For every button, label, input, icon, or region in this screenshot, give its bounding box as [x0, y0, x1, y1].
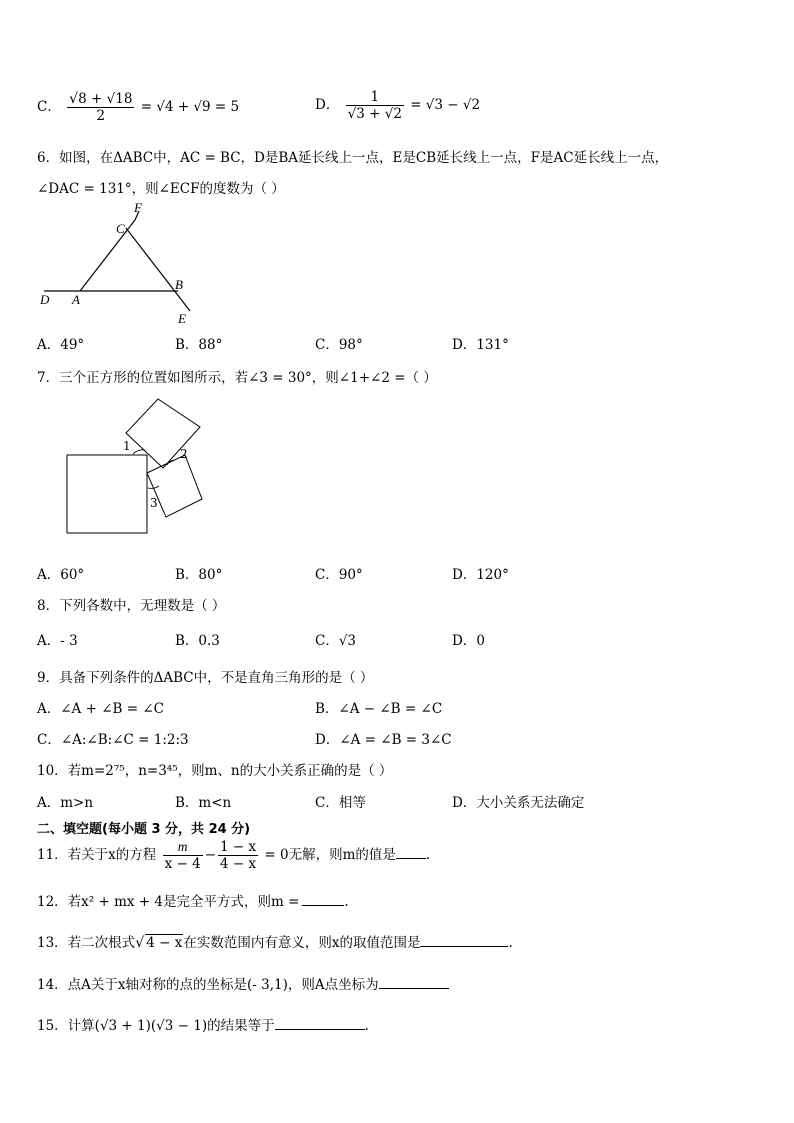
q13-post: 在实数范围内有意义，则x的取值范围是 — [183, 935, 421, 951]
q10-option-a: A．m>n — [37, 795, 94, 811]
q11-fraction-1 — [163, 839, 203, 872]
q15-pre: 15．计算(√3 + 1)(√3 − 1)的结果等于 — [37, 1018, 275, 1034]
q5-d-numerator: 1 — [346, 89, 404, 106]
q6-option-d: D．131° — [452, 337, 509, 353]
q10-option-c: C．相等 — [315, 795, 366, 811]
q11-end: . — [425, 847, 431, 863]
q8-option-d: D．0 — [452, 633, 485, 649]
q6-triangle-figure — [30, 198, 210, 328]
angle-1-label: 1 — [123, 439, 131, 453]
q9-option-d: D．∠A = ∠B = 3∠C — [315, 732, 452, 748]
q13-radicand: 4 − x — [146, 935, 183, 951]
q8-text: 8．下列各数中，无理数是（ ） — [37, 598, 226, 614]
q7-option-b: B．80° — [175, 567, 223, 583]
q15-answer-blank[interactable] — [275, 1016, 365, 1030]
q13-answer-blank[interactable] — [420, 933, 508, 947]
q7-option-c: C．90° — [315, 567, 363, 583]
q12-pre: 12．若x² + mx + 4是完全平方式，则m = — [37, 894, 300, 910]
q5-c-fraction: $\frac{√8 + √18}{2}$ — [69, 91, 133, 124]
q5-c-denominator: 2 — [96, 108, 106, 124]
q11-minus: − — [204, 847, 217, 863]
q14-answer-blank[interactable] — [379, 975, 449, 989]
label-e: E — [178, 311, 186, 326]
q12-answer-blank[interactable] — [302, 892, 344, 906]
q14-line — [37, 973, 449, 993]
q11-fraction-2 — [218, 839, 258, 872]
q6-option-c: C．98° — [315, 337, 363, 353]
q7-option-a: A．60° — [37, 567, 85, 583]
q7-option-d: D．120° — [452, 567, 509, 583]
q8-option-b: B．0.3 — [175, 633, 220, 649]
q11-f2-denominator: 4 − x — [220, 856, 257, 872]
q8-option-a: A．- 3 — [37, 633, 78, 649]
label-f: F — [134, 200, 142, 215]
q10-option-b: B．m<n — [175, 795, 232, 811]
q7-text: 7．三个正方形的位置如图所示，若∠3 = 30°，则∠1+∠2 =（ ） — [37, 370, 437, 386]
q9-option-a: A．∠A + ∠B = ∠C — [37, 701, 164, 717]
angle-2-label: 2 — [180, 447, 188, 461]
q11-post: = 0无解，则m的值是 — [264, 847, 396, 863]
q11-f1-numerator: m — [163, 839, 203, 856]
section-2-title: 二、填空题(每小题 3 分，共 24 分) — [37, 822, 251, 837]
q15-line — [37, 1014, 369, 1034]
q6-text-line1: 6．如图，在ΔABC中，AC = BC，D是BA延长线上一点，E是CB延长线上一点，F是AC延长线上一点， — [37, 150, 669, 166]
label-a: A — [72, 292, 80, 307]
q5-d-rhs: = √3 − √2 — [410, 97, 481, 113]
q5-c-rhs: = √4 + √9 = 5 — [140, 99, 240, 115]
label-d: D — [40, 292, 50, 307]
label-b: B — [175, 277, 183, 292]
q9-text: 9．具备下列条件的ΔABC中，不是直角三角形的是（ ） — [37, 670, 374, 686]
q9-option-b: B．∠A − ∠B = ∠C — [315, 701, 443, 717]
q11-f2-numerator: 1 − x — [220, 839, 257, 855]
q11-line — [37, 839, 430, 872]
q5-d-fraction — [346, 89, 404, 122]
q6-text-line2: ∠DAC = 131°，则∠ECF的度数为（ ） — [37, 181, 285, 197]
q9-option-c: C．∠A:∠B:∠C = 1:2:3 — [37, 732, 189, 748]
q6-option-a: A．49° — [37, 337, 85, 353]
option-label: C． — [37, 99, 61, 115]
q12-line — [37, 890, 349, 910]
q11-pre: 11．若关于x的方程 — [37, 847, 157, 863]
q15-end: . — [364, 1018, 369, 1034]
label-c: C — [116, 221, 125, 236]
q7-squares-figure — [60, 392, 220, 542]
q10-text: 10．若m=2⁷⁵，n=3⁴⁵，则m、n的大小关系正确的是（ ） — [37, 763, 393, 779]
option-label: D． — [315, 97, 340, 113]
q11-f1-denominator: x − 4 — [164, 856, 201, 872]
angle-3-label: 3 — [150, 496, 158, 510]
q13-pre: 13．若二次根式 — [37, 935, 136, 951]
q13-line: 13．若二次根式√ 4 − x在实数范围内有意义，则x的取值范围是 . — [37, 935, 513, 951]
q12-end: . — [344, 894, 349, 910]
q8-option-c: C．√3 — [315, 633, 357, 649]
q5-d-denominator: √3 + √2 — [347, 106, 402, 122]
q10-option-d: D．大小关系无法确定 — [452, 795, 585, 811]
q11-answer-blank[interactable] — [396, 845, 426, 859]
q5-c-numerator: 8 + √18 — [78, 91, 133, 107]
q13-end: . — [508, 935, 513, 951]
q6-option-b: B．88° — [175, 337, 223, 353]
q14-text: 14．点A关于x轴对称的点的坐标是(- 3,1)，则A点坐标为 — [37, 977, 379, 993]
q5-option-d — [315, 89, 480, 122]
q5-option-c — [37, 91, 239, 124]
